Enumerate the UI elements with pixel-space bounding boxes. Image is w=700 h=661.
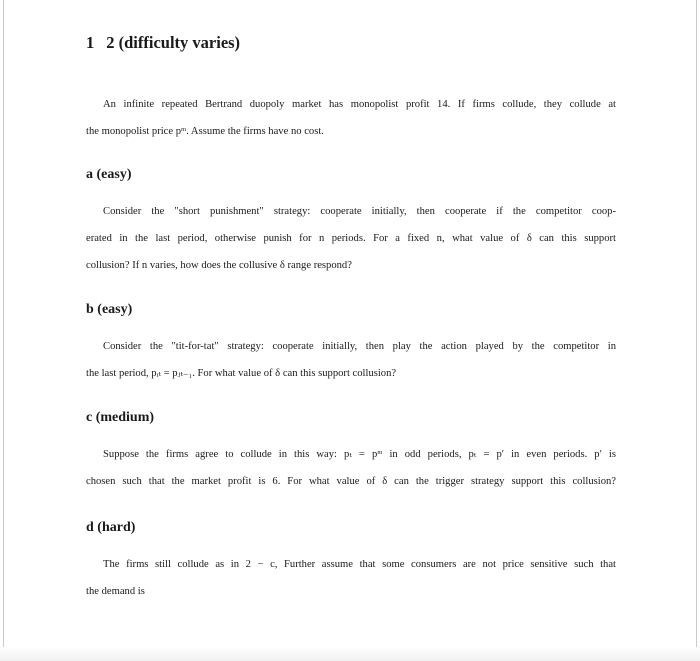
intro-line: An infinite repeated Bertrand duopoly market has monopolist profit 14. If firms collude, they collude at <box>103 99 616 110</box>
part-c-line: Suppose the firms agree to collude in this way: pₜ = pᵐ in odd periods, pₜ = p′ in even periods. p′ is <box>103 449 616 460</box>
part-a-line: Consider the "short punishment" strategy: cooperate initially, then cooperate if the competitor coop- <box>103 206 616 217</box>
question-heading <box>86 26 616 60</box>
question-title: 2 (difficulty varies) <box>106 33 241 52</box>
part-d-heading: d (hard) <box>86 520 136 535</box>
question-number: 1 <box>86 33 95 52</box>
part-b-paragraph <box>86 333 616 387</box>
part-d-line: The firms still collude as in 2 − c, Further assume that some consumers are not price sensitive such that <box>103 559 616 570</box>
part-d-line: the demand is <box>86 586 145 597</box>
part-c-paragraph <box>86 441 616 495</box>
part-b-line: Consider the "tit-for-tat" strategy: cooperate initially, then play the action played by the competitor in <box>103 341 616 352</box>
part-a-heading: a (easy) <box>86 167 132 182</box>
part-d-paragraph <box>86 551 616 605</box>
part-c-line: chosen such that the market profit is 6. For what value of δ can the trigger strategy support this collusion? <box>86 476 616 487</box>
part-c-heading: c (medium) <box>86 410 155 425</box>
intro-line: the monopolist price pᵐ. Assume the firms have no cost. <box>86 126 324 137</box>
page-bottom-fade <box>0 647 700 661</box>
part-b-heading: b (easy) <box>86 302 133 317</box>
part-a-line: erated in the last period, otherwise punish for n periods. For a fixed n, what value of δ can this support <box>86 233 616 244</box>
part-a-line: collusion? If n varies, how does the collusive δ range respond? <box>86 260 352 271</box>
intro-paragraph <box>86 91 616 145</box>
part-b-line: the last period, pᵢₜ = pⱼₜ₋₁. For what value of δ can this support collusion? <box>86 368 397 379</box>
document-body <box>86 26 616 605</box>
part-a-paragraph <box>86 198 616 279</box>
